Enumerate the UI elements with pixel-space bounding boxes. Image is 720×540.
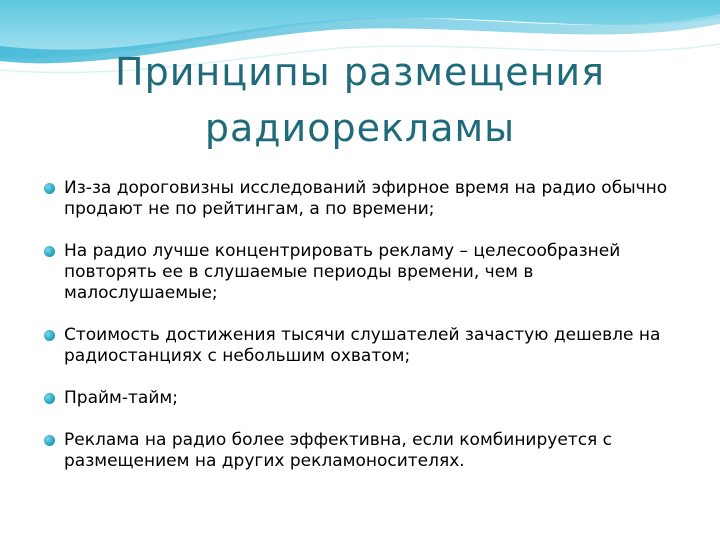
bullet-dot-icon [44,393,55,404]
bullet-item [42,430,682,472]
bullet-list [42,178,682,472]
bullet-dot-icon [44,246,55,257]
bullet-item [42,241,682,304]
bullet-text: Стоимость достижения тысячи слушателей зачастую дешевле на радиостанциях с небольшим охватом; [64,325,661,366]
bullet-text: Из-за дороговизны исследований эфирное время на радио обычно продают не по рейтингам, а по времени; [64,178,668,219]
bullet-text: Реклама на радио более эффективна, если комбинируется с размещением на других рекламоносителях. [64,430,613,471]
slide-title: Принципы размещения радиорекламы [115,50,605,150]
bullet-dot-icon [44,183,55,194]
bullet-text: Прайм-тайм; [64,388,178,408]
bullet-dot-icon [44,330,55,341]
bullet-dot-icon [44,435,55,446]
bullet-item [42,388,682,409]
bullet-text: На радио лучше концентрировать рекламу – целесообразней повторять ее в слушаемые периоды времени, чем в малослушаемые; [64,241,621,303]
bullet-item [42,325,682,367]
bullet-item [42,178,682,220]
